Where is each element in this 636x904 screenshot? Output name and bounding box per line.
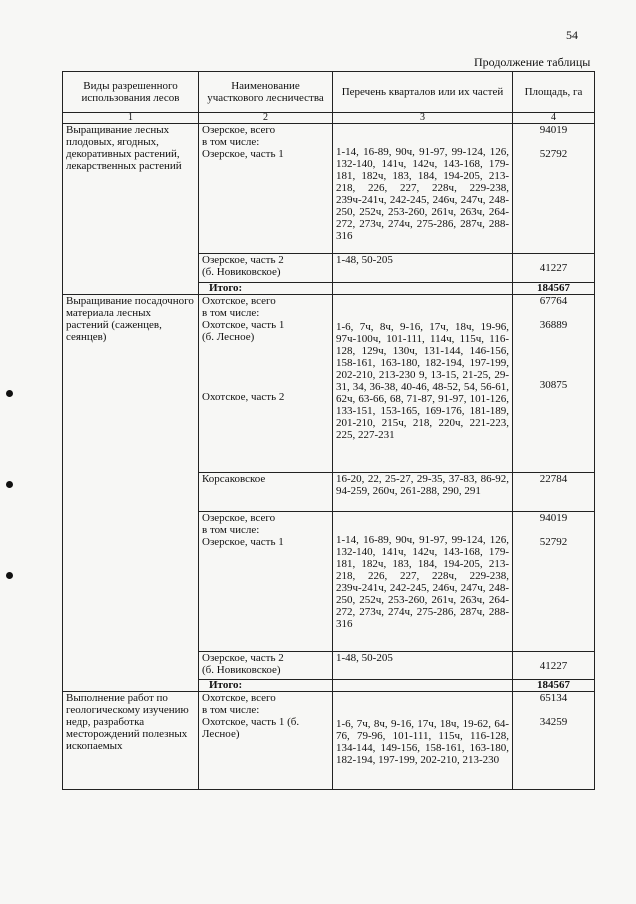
total-value: 184567 <box>513 680 595 692</box>
area-cell: 94019 52792 <box>513 512 595 652</box>
column-number: 1 <box>63 113 199 124</box>
forestry-cell: Корсаковское <box>199 473 333 512</box>
quarters-cell: 1-48, 50-205 <box>333 254 513 283</box>
page-number: 54 <box>566 28 578 42</box>
table-row <box>63 124 595 254</box>
quarters-cell: 1-14, 16-89, 90ч, 91-97, 99-124, 126, 132-140, 141ч, 142ч, 143-168, 179-181, 182ч, 183, 184, 194-205, 213-218, 226, 227, 228ч, 229-238, 239ч-241ч, 242-245, 246ч, 247ч, 248-250, 252ч, 253-260, 261ч, 263ч, 264-272, 273ч, 274ч, 275-286, 287ч, 288-316 <box>333 124 513 254</box>
table-row <box>63 295 595 473</box>
column-number: 4 <box>513 113 595 124</box>
forest-use-table <box>62 71 595 790</box>
forestry-cell: Озерское, часть 2 (б. Новиковское) <box>199 652 333 680</box>
punch-hole-mark <box>6 390 13 397</box>
column-number: 3 <box>333 113 513 124</box>
area-cell: 65134 34259 <box>513 692 595 790</box>
area-cell: 67764 36889 30875 <box>513 295 595 473</box>
forestry-cell: Охотское, всего в том числе: Охотское, часть 1 (б. Лесное) Охотское, часть 2 <box>199 295 333 473</box>
table-row <box>63 692 595 790</box>
header-forestry: Наименование участкового лесничества <box>199 72 333 113</box>
quarters-cell: 16-20, 22, 25-27, 29-35, 37-83, 86-92, 94-259, 260ч, 261-288, 290, 291 <box>333 473 513 512</box>
total-label: Итого: <box>199 680 333 692</box>
forestry-cell: Озерское, часть 2 (б. Новиковское) <box>199 254 333 283</box>
forestry-cell: Охотское, всего в том числе: Охотское, часть 1 (б. Лесное) <box>199 692 333 790</box>
header-use-type: Виды разрешенного использования лесов <box>63 72 199 113</box>
area-cell: 22784 <box>513 473 595 512</box>
header-area: Площадь, га <box>513 72 595 113</box>
column-number-row <box>63 113 595 124</box>
use-type-cell: Выращивание посадочного материала лесных растений (саженцев, сеянцев) <box>63 295 199 692</box>
header-row <box>63 72 595 113</box>
forestry-cell: Озерское, всего в том числе: Озерское, часть 1 <box>199 124 333 254</box>
use-type-cell: Выращивание лесных плодовых, ягодных, декоративных растений, лекарственных растений <box>63 124 199 295</box>
continuation-label: Продолжение таблицы <box>474 55 591 69</box>
area-cell: 94019 52792 <box>513 124 595 254</box>
quarters-cell: 1-6, 7ч, 8ч, 9-16, 17ч, 18ч, 19-96, 97ч-100ч, 101-111, 114ч, 115ч, 116-128, 129ч, 130ч, 131-144, 146-156, 158-161, 163-180, 182-194, 197-199, 202-210, 213-230 9, 13-15, 21-25, 29-31, 34, 36-38, 40-46, 48-52, 54, 56-61, 62ч, 63-66, 68, 71-87, 91-97, 101-126, 133-151, 153-165, 169-176, 181-189, 201-210, 215ч, 218, 220ч, 221-223, 225, 227-231 <box>333 295 513 473</box>
use-type-cell: Выполнение работ по геологическому изучению недр, разработка месторождений полезных ископаемых <box>63 692 199 790</box>
quarters-cell: 1-14, 16-89, 90ч, 91-97, 99-124, 126, 132-140, 141ч, 142ч, 143-168, 179-181, 182ч, 183, 184, 194-205, 213-218, 226, 227, 228ч, 229-238, 239ч-241ч, 242-245, 246ч, 247ч, 248-250, 252ч, 253-260, 261ч, 263ч, 264-272, 273ч, 274ч, 275-286, 287ч, 288-316 <box>333 512 513 652</box>
quarters-cell: 1-6, 7ч, 8ч, 9-16, 17ч, 18ч, 19-62, 64-76, 79-96, 101-111, 115ч, 116-128, 134-144, 149-156, 158-161, 163-180, 182-194, 197-199, 202-210, 213-230 <box>333 692 513 790</box>
total-label: Итого: <box>199 283 333 295</box>
quarters-cell: 1-48, 50-205 <box>333 652 513 680</box>
column-number: 2 <box>199 113 333 124</box>
area-cell: 41227 <box>513 652 595 680</box>
forestry-cell: Озерское, всего в том числе: Озерское, часть 1 <box>199 512 333 652</box>
total-value: 184567 <box>513 283 595 295</box>
area-cell: 41227 <box>513 254 595 283</box>
punch-hole-mark <box>6 481 13 488</box>
punch-hole-mark <box>6 572 13 579</box>
empty-cell <box>333 680 513 692</box>
header-quarters: Перечень кварталов или их частей <box>333 72 513 113</box>
empty-cell <box>333 283 513 295</box>
